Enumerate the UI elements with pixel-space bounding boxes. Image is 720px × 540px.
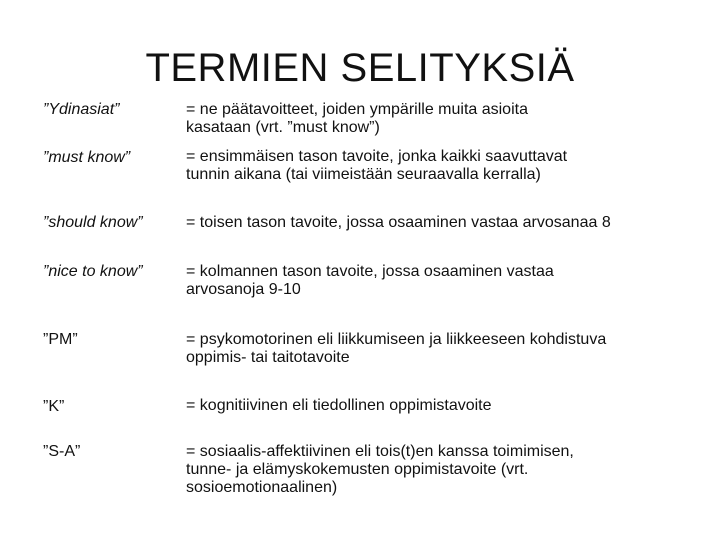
term-k: ”K” [43, 398, 65, 415]
definition-s-a: = sosiaalis-affektiivinen eli tois(t)en kanssa toimimisen, tunne- ja elämyskokemusten oppimistavoite (vrt. sosioemotionaalinen) [186, 443, 574, 496]
term-s-a: ”S-A” [43, 443, 81, 460]
definition-must-know: = ensimmäisen tason tavoite, jonka kaikki saavuttavat tunnin aikana (tai viimeistään seuraavalla kerralla) [186, 148, 568, 183]
term-pm: ”PM” [43, 331, 78, 348]
term-must-know: ”must know” [43, 149, 131, 166]
definition-k: = kognitiivinen eli tiedollinen oppimistavoite [186, 397, 492, 414]
slide-title: TERMIEN SELITYKSIÄ [145, 46, 575, 90]
term-nice-to-know: ”nice to know” [43, 263, 143, 280]
definition-should-know: = toisen tason tavoite, jossa osaaminen vastaa arvosanaa 8 [186, 214, 611, 231]
definition-pm: = psykomotorinen eli liikkumiseen ja liikkeeseen kohdistuva oppimis- tai taitotavoite [186, 331, 607, 366]
term-should-know: ”should know” [43, 214, 143, 231]
definition-nice-to-know: = kolmannen tason tavoite, jossa osaaminen vastaa arvosanoja 9-10 [186, 263, 554, 298]
definition-ydinasiat: = ne päätavoitteet, joiden ympärille muita asioita kasataan (vrt. ”must know”) [186, 101, 528, 136]
term-ydinasiat: ”Ydinasiat” [43, 101, 120, 118]
